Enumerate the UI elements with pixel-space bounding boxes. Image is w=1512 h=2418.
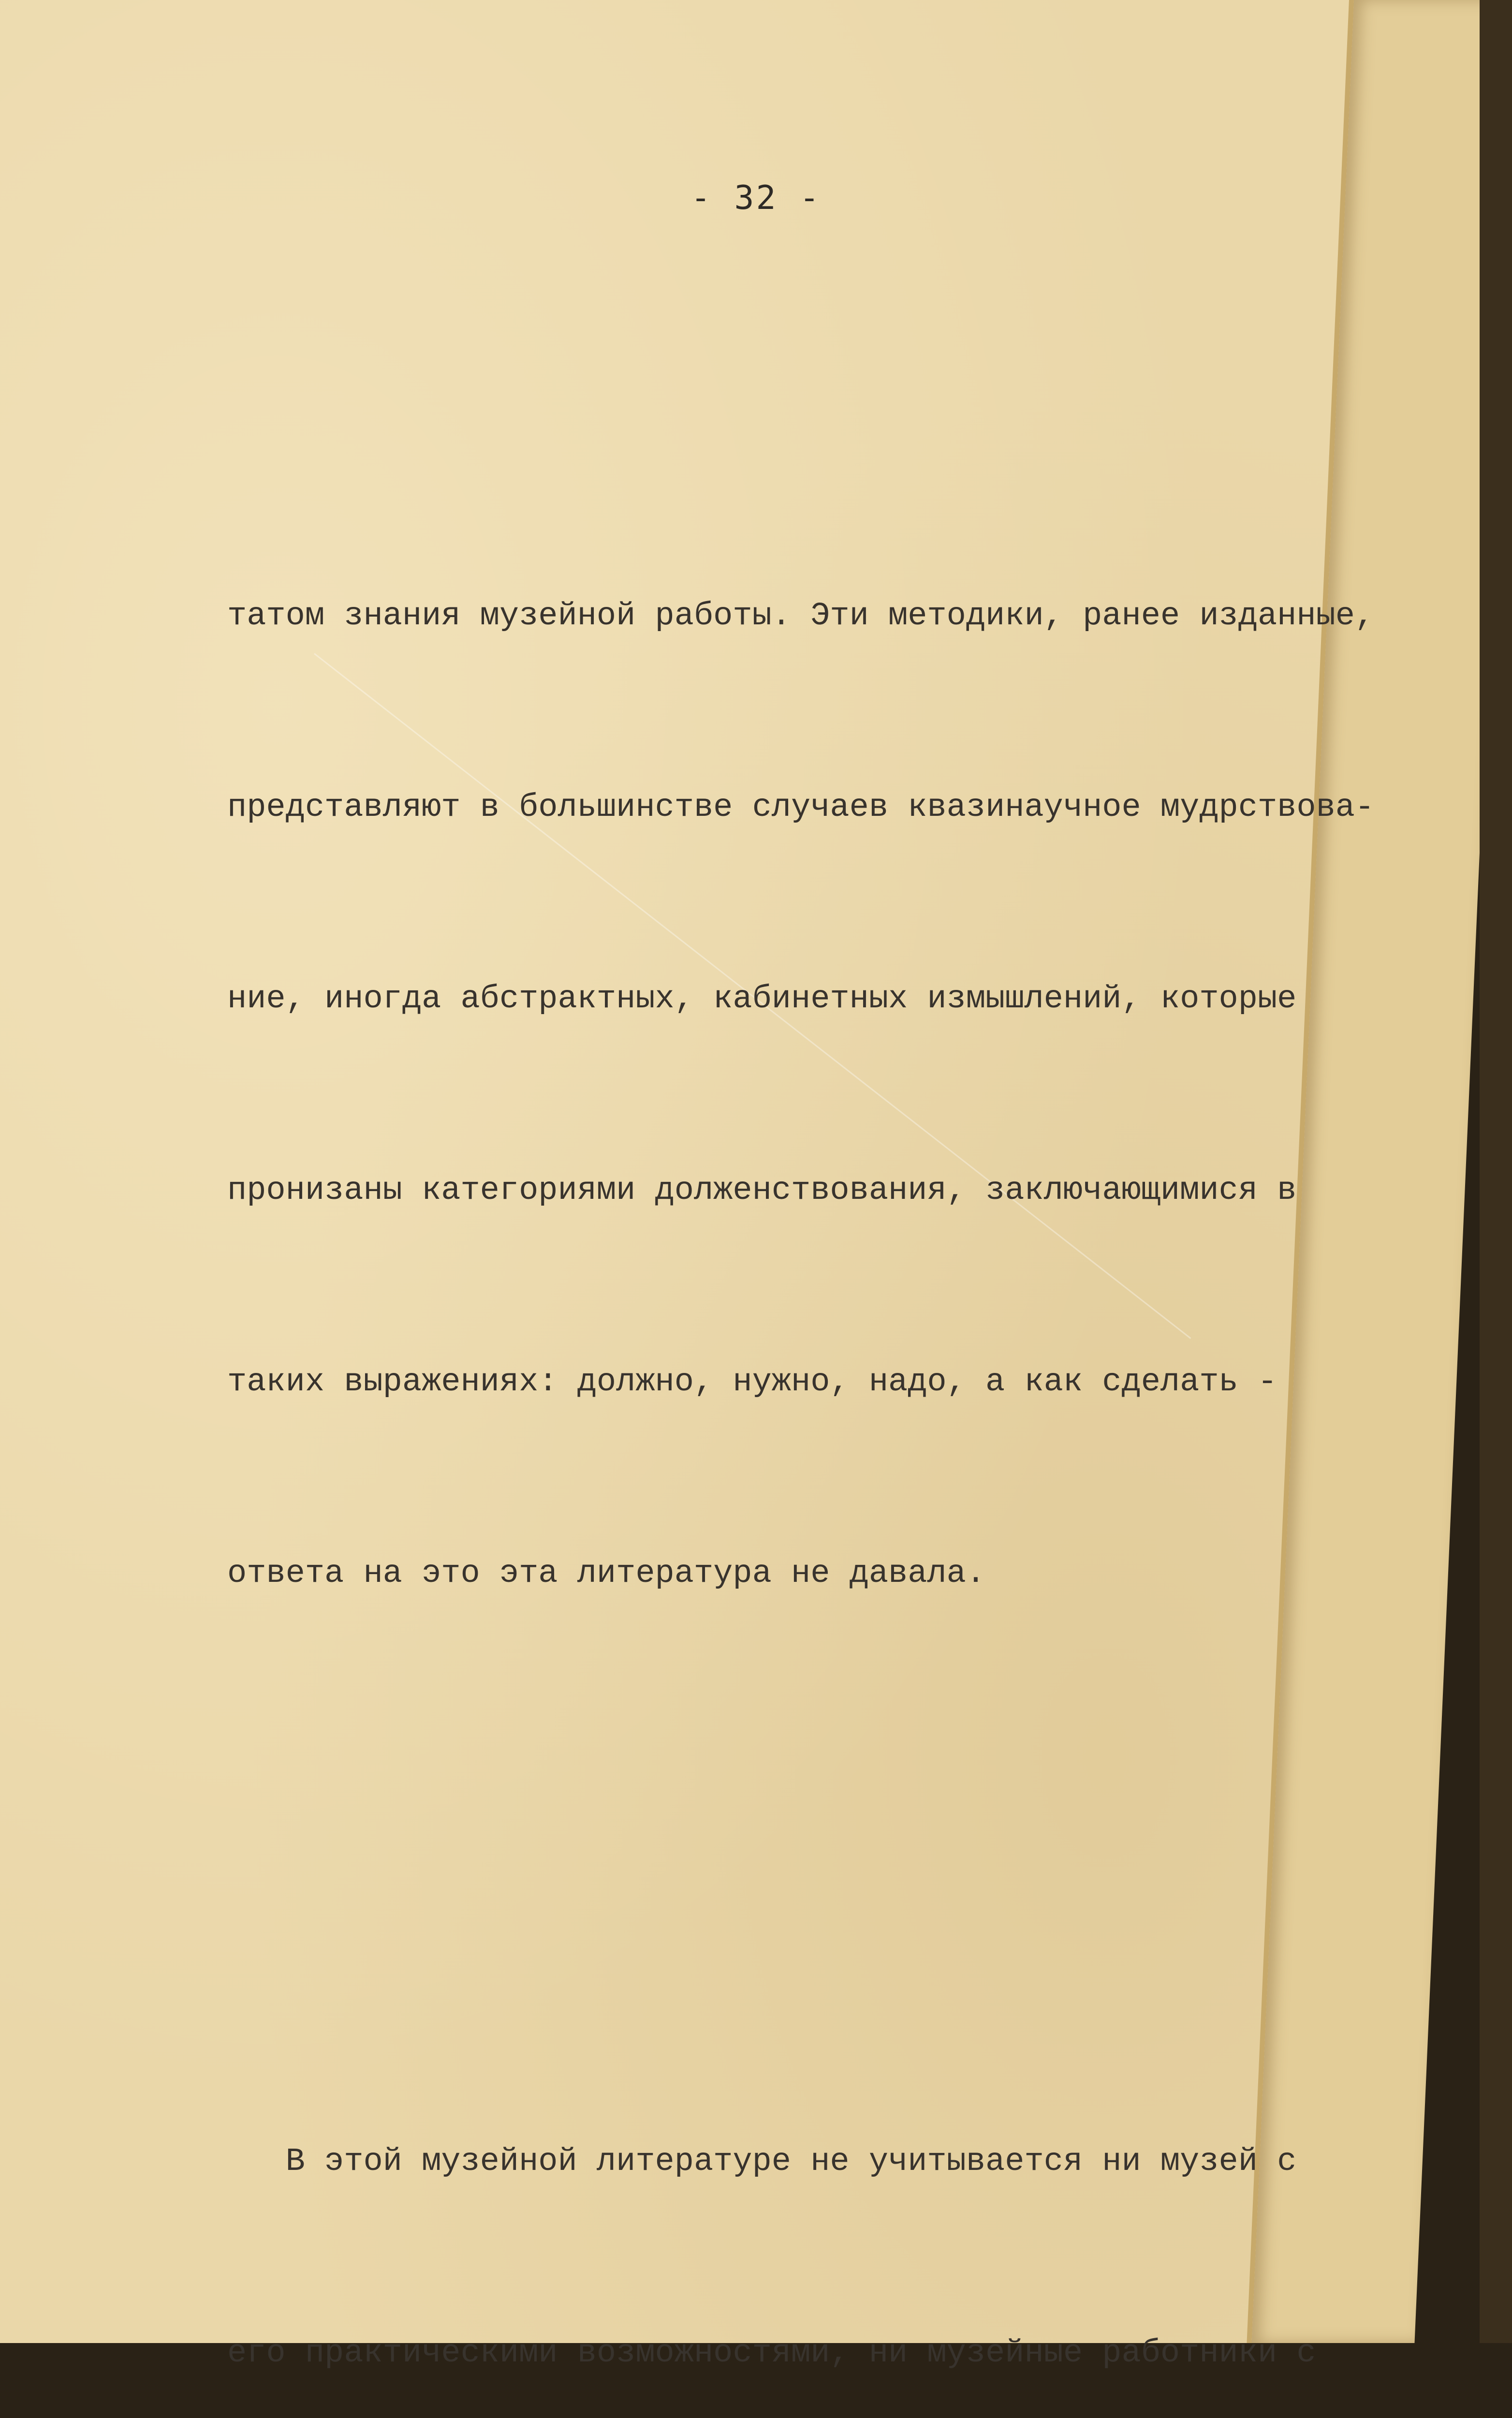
- paragraph: [227, 457, 1407, 1733]
- text-line: его практическими возможностями, ни музейные работники с: [227, 2335, 1316, 2372]
- text-line: пронизаны категориями долженствования, заключающимися в: [227, 1172, 1297, 1209]
- text-line: ответа на это эта литература не давала.: [227, 1555, 986, 1592]
- paragraph: [227, 2002, 1407, 2418]
- text-line: таких выражениях: должно, нужно, надо, а как сделать -: [227, 1364, 1277, 1401]
- paragraph-gap: [227, 1861, 1407, 1874]
- text-line: ние, иногда абстрактных, кабинетных измышлений, которые: [227, 981, 1297, 1017]
- text-line: В этой музейной литературе не учитывается ни музей с: [227, 2143, 1297, 2180]
- text-line: представляют в большинстве случаев квазинаучное мудрствова-: [227, 789, 1375, 826]
- page-number: - 32 -: [690, 179, 822, 217]
- text-line: татом знания музейной работы. Эти методики, ранее изданные,: [227, 598, 1375, 634]
- typewritten-text: [227, 329, 1407, 2418]
- scan-border: [1480, 0, 1512, 2343]
